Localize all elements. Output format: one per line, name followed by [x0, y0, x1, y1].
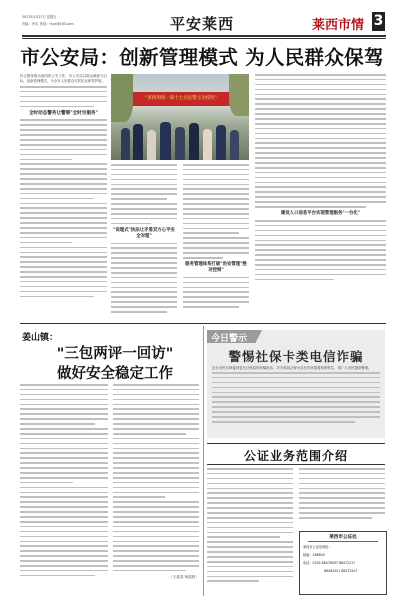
- photo-crowd: [117, 118, 243, 160]
- article1-column-2: [111, 164, 177, 320]
- article1-column-1: [20, 74, 107, 320]
- article1-photo: [111, 74, 249, 160]
- article1-subhead-1: 全时动态警务让警察"全时空服务": [28, 111, 99, 117]
- alert-tab-label: 今日警示: [211, 334, 248, 344]
- article2-kicker: 姜山镇：: [22, 333, 59, 343]
- alert-title: 警惕社保卡类电信诈骗: [228, 349, 364, 364]
- section-title: 莱西市情: [312, 18, 365, 33]
- brand-title: 平安莱西: [170, 15, 235, 33]
- service-column-2: [299, 468, 385, 528]
- photo-tree: [111, 74, 133, 122]
- service-rule-bottom: [207, 464, 385, 465]
- contact-line-2: 邮编：266600: [303, 553, 325, 557]
- alert-body: [212, 366, 380, 434]
- article2-column-1: [20, 384, 108, 586]
- service-title: 公证业务范围介绍: [243, 449, 348, 463]
- masthead: [22, 14, 386, 40]
- masthead-rule: [22, 35, 386, 37]
- article2-column-2: [113, 384, 199, 594]
- article1-column-3: [183, 164, 249, 320]
- phone-line: 热线：fnyx@163.com: [40, 22, 74, 26]
- service-column-1: [207, 468, 293, 596]
- service-rule-top: [207, 443, 385, 444]
- date-line: 2012年4月27日 星期五: [22, 15, 57, 19]
- editor-line: 责编：李岚: [22, 22, 38, 26]
- contact-line-1: 莱西市公证处地址：: [303, 545, 332, 549]
- contact-box: [299, 531, 387, 595]
- contact-box-rule: [308, 541, 378, 542]
- column-divider: [203, 326, 204, 596]
- article2-headline-line2: 做好安全稳定工作: [57, 366, 173, 382]
- contact-line-3: 电话：0532 88478097 88471217: [303, 561, 356, 565]
- contact-box-title: 莱西市公证处: [329, 535, 357, 540]
- article2-author: （王进春 杨铭锐）: [169, 574, 199, 579]
- article1-lead: 综合整体推动莱西的公安工作，市公安局以群众满意为目标，创新管理模式，为全市人民群众安居乐业保驾护航。: [20, 74, 107, 83]
- page-number: 3: [373, 13, 384, 29]
- article1-column-4: [255, 74, 386, 320]
- alert-box: [207, 330, 385, 438]
- alert-body-text: 近日市民反映接到冒充社保局的诈骗电话，对方称其社保卡存在异常需要转账核实，请广大市民提高警惕。: [212, 366, 372, 370]
- photo-banner-text: "莱西刑侦一部十七名民警立功授奖": [145, 96, 217, 101]
- photo-tree: [229, 74, 249, 116]
- article1-subhead-2: "说理式"执法让矛盾双方心平安全对理": [113, 227, 175, 239]
- article1-subhead-4: 建设人口信息平台实现管理服务"一台化": [280, 210, 361, 216]
- masthead-rule-thin: [22, 38, 386, 39]
- article2-headline-line1: "三包两评一回访": [56, 346, 174, 362]
- article1-subhead-3: 服务管理体系打破"治安管理"绝对控制": [185, 261, 247, 273]
- article1-headline: 市公安局：创新管理模式 为人民群众保驾: [20, 46, 384, 69]
- section-divider: [20, 323, 386, 324]
- contact-line-4: 88484351 88472207: [324, 569, 358, 573]
